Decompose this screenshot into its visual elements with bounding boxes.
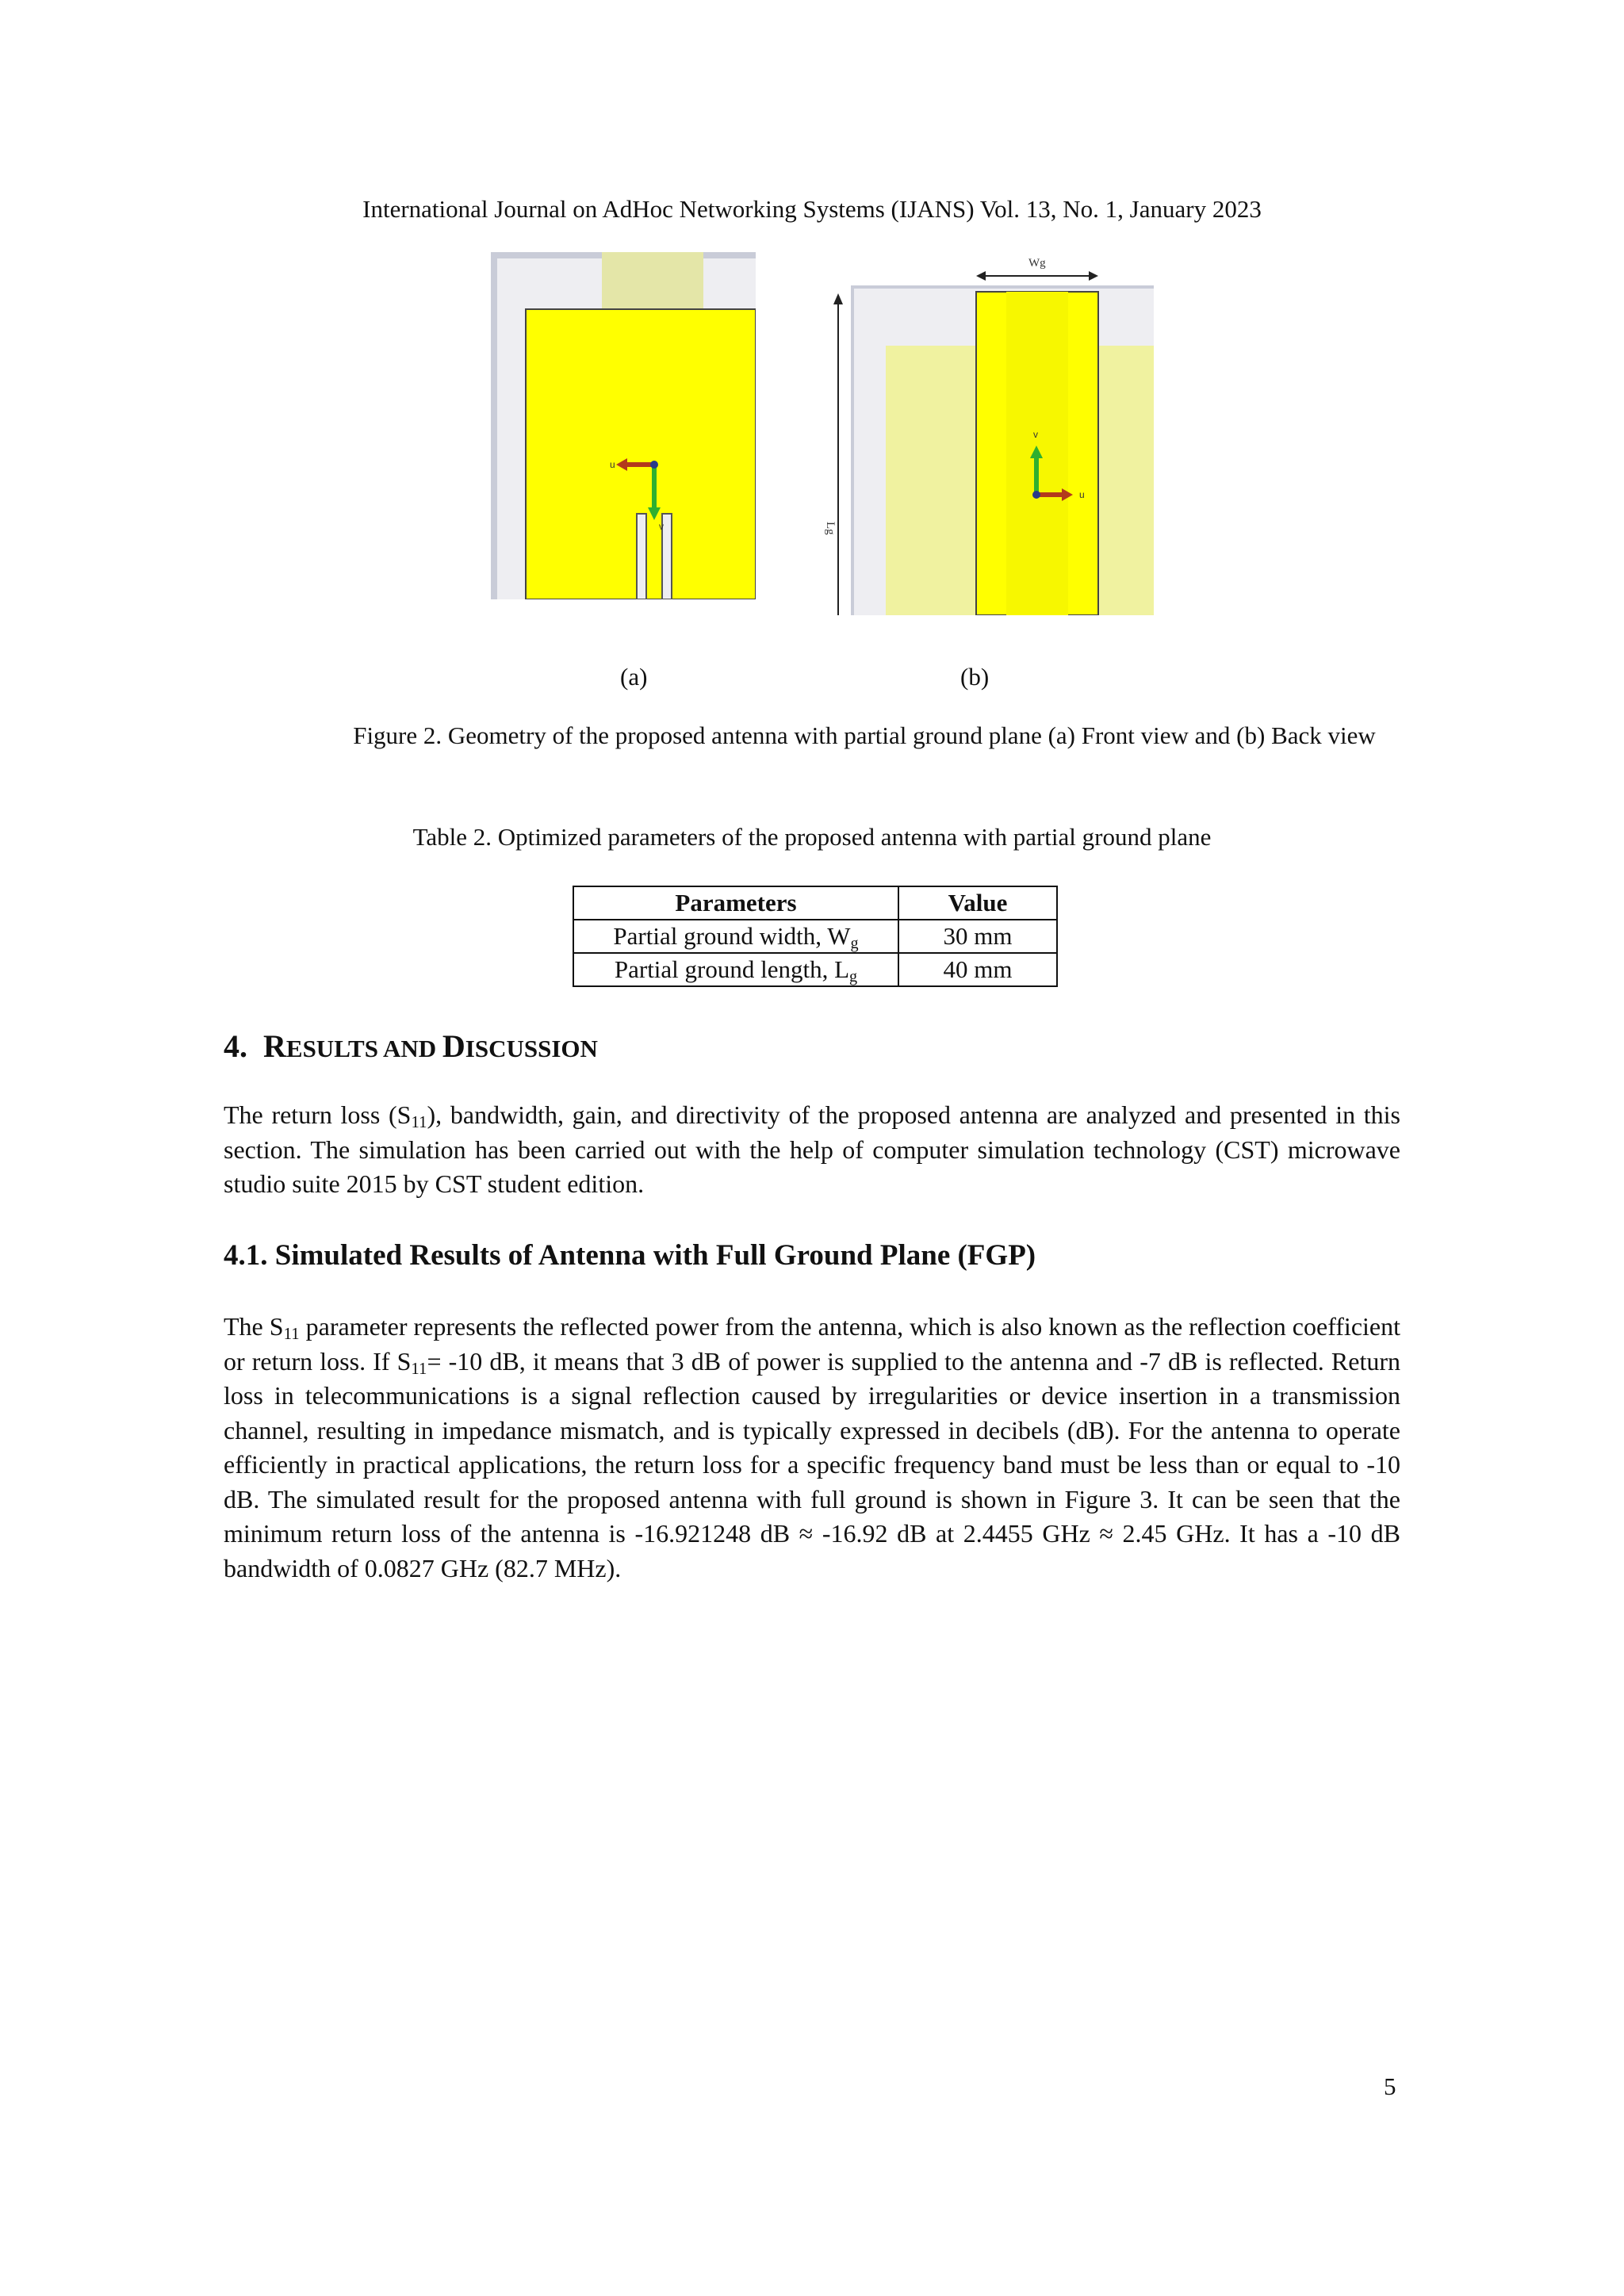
table-header-row [573, 886, 1057, 920]
figure-2 [0, 252, 1624, 617]
table-header-value: Value [898, 886, 1057, 920]
fig-a-substrate-strip [602, 252, 703, 309]
fig-b-u-label: u [1079, 489, 1085, 500]
parameters-table [573, 886, 1058, 987]
fig-b-lg-label: Lg [824, 522, 837, 535]
fig-a-u-label: u [610, 459, 615, 470]
paragraph-s11-discussion: The $S_{11}$ parameter represents the reflected power from the antenna, which is also known as the reflection coefficient or return loss. If $S_{11}= -10$ dB, it means that 3 dB of power is supplied to the antenna and -7 dB is reflected. Return loss in telecommunications is a signal reflection caused by irregularities or device insertion in a transmission channel, resulting in impedance mismatch, and is typically expressed in decibels (dB). For the antenna to operate efficiently in practical applications, the return loss for a specific frequency band must be less than or equal to -10 dB. The simulated result for the proposed antenna with full ground is shown in Figure 3. It can be seen that the minimum return loss of the antenna is -16.921248 dB ≈ -16.92 dB at 2.4455 GHz ≈ 2.45 GHz. It has a -10 dB bandwidth of 0.0827 GHz (82.7 MHz). [224, 1312, 1401, 1582]
fig-b-origin [1032, 491, 1040, 499]
section-heading: 4. RESULTS AND DISCUSSION [224, 1028, 598, 1064]
table-row [573, 920, 1057, 953]
table-cell-param: Partial ground length, $L_g$ [573, 953, 898, 986]
figure-2b-back-view [822, 252, 1154, 615]
page-number: 5 [1384, 2072, 1396, 2100]
fig-a-origin [650, 461, 658, 469]
figure-2a-front-view [491, 252, 756, 599]
table-caption: Table 2. Optimized parameters of the proposed antenna with partial ground plane [412, 823, 1212, 851]
table-header-parameters: Parameters [573, 886, 898, 920]
fig-b-v-label: v [1033, 429, 1038, 440]
subsection-heading: 4.1. Simulated Results of Antenna with Full Ground Plane (FGP) [224, 1239, 1036, 1272]
paragraph-results-intro: The return loss $(S_{11})$, bandwidth, gain, and directivity of the proposed antenna are analyzed and presented in this section. The simulation has been carried out with the help of computer simulation technology (CST) microwave studio suite 2015 by CST student edition. [224, 1100, 1401, 1198]
table-cell-value: 40 mm [898, 953, 1057, 986]
subfigure-label-a: (a) [620, 663, 648, 691]
table-row [573, 953, 1057, 986]
table-cell-param: Partial ground width, $W_g$ [573, 920, 898, 953]
subfigure-label-b: (b) [960, 663, 990, 691]
figure-caption: Figure 2. Geometry of the proposed antenna with partial ground plane (a) Front view and (b) Back view [353, 721, 1376, 749]
running-header: International Journal on AdHoc Networking Systems (IJANS) Vol. 13, No. 1, January 2023 [362, 195, 1262, 223]
fig-a-v-label: v [659, 521, 664, 532]
fig-a-feed-slot-left [637, 514, 646, 599]
fig-b-wg-label: Wg [1028, 257, 1046, 270]
table-cell-value: 30 mm [898, 920, 1057, 953]
